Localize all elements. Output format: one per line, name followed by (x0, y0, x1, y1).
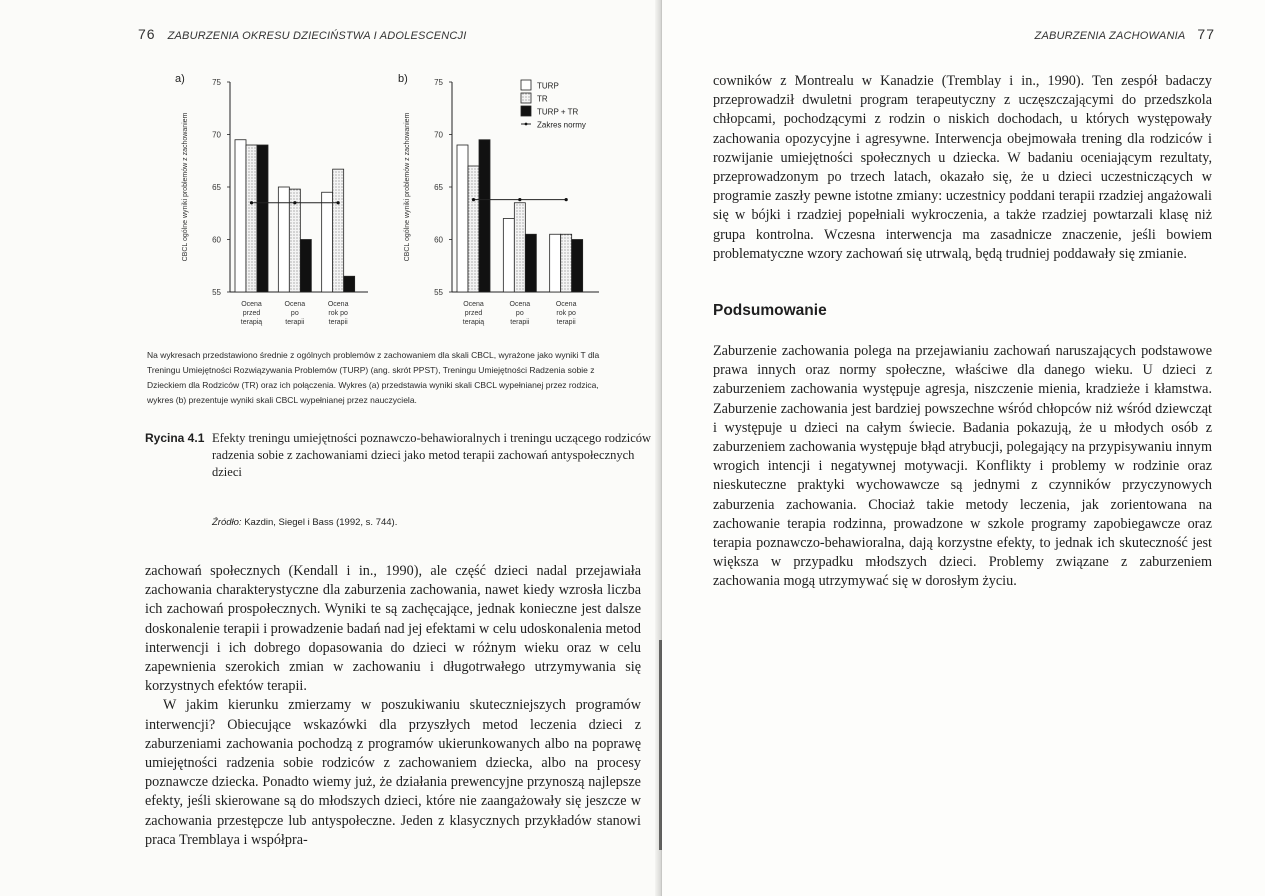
y-axis-label: CBCL ogólne wyniki problemów z zachowaniem (182, 112, 189, 262)
y-tick-label: 75 (434, 78, 443, 87)
x-tick-label: przed (464, 310, 483, 317)
right-paragraph-2: Zaburzenie zachowania polega na przejawianiu zachowań naruszających podstawowe prawa innych oraz normy społeczne, właściwe dla danego wieku. U dzieci z zaburzeniem zachowania występuje agresja, niszczenie mienia, kradzieże i kłamstwa. Zaburzenie zachowania jest bardziej powszechne wśród chłopców niż wśród dziewcząt i występuje u dzieci na całym świecie. Badania pokazują, że u młodych osób z zaburzeniem zachowania występuje błąd atrybucji, polegający na przypisywaniu innym wrogich intencji i negatywnej motywacji. Konflikty i problemy w rodzinie oraz nieskuteczne praktyki wychowawcze są jednymi z czynników przyczynowych zaburzenia zachowania. Chociaż takie metody leczenia, jak zorientowana na zachowanie terapia rodzinna, prowadzone w szkole programy zapobiegawcze oraz terapia poznawczo-behawioralna, dają korzystne efekty, to jednak ich skuteczność jest większa w przypadku młodszych dzieci. Problemy związane z zaburzeniem zachowania mogą utrzymywać się w dorosłym życiu. (713, 343, 1212, 590)
chart-a-svg (170, 72, 385, 337)
norm-range-point (565, 198, 568, 201)
x-tick-label: rok po (556, 310, 576, 317)
chart-panel-label: a) (175, 73, 185, 85)
y-tick-label: 60 (434, 235, 443, 245)
bar-tr (561, 234, 572, 292)
bar-turp-tr (344, 276, 355, 292)
y-tick-label: 65 (434, 183, 443, 192)
bar-turp (457, 145, 468, 292)
bar-turp-tr (479, 140, 490, 292)
figure-note: Na wykresach przedstawiono średnie z ogólnych problemów z zachowaniem dla skali CBCL, wyrażone jako wyniki T dla Treningu Umiejętności Rozwiązywania Problemów (TURP) (ang. skrót PPST), Treningu Umiejętności Radzenia sobie z Dzieckiem dla Rodziców (TR) oraz ich połączenia. Wykres (a) przedstawia wyniki skali CBCL wypełnianej przez rodzica, wykres (b) prezentuje wyniki skali CBCL wypełnianej przez nauczyciela. (147, 350, 600, 405)
bar-turp (322, 192, 333, 292)
x-tick-label: Ocena (241, 301, 262, 308)
x-tick-label: po (515, 310, 524, 317)
chart-panel-label: b) (398, 73, 408, 85)
legend-swatch (521, 80, 531, 90)
bar-tr (514, 203, 525, 292)
right-paragraph-1: cowników z Montrealu w Kanadzie (Tremblay i in., 1990). Ten zespół badaczy przeprowadził dwuletni program terapeutyczny z uczęszczającymi do przedszkola chłopcami, pochodzącymi z rodzin o niskich dochodach, u których występowały zachowania opozycyjne i agresywne. Interwencja obejmowała trening dla rodziców i rozwijanie umiejętności społecznych u dziecka. W badaniu oceniającym rezultaty, przeprowadzonym po trzech latach, okazało się, że u dzieci uczestniczących w programie zaszły pewne istotne zmiany: uczestnicy poddani terapii rzadziej angażowali się w bójki i rzadziej popełniali wykroczenia, a także rzadziej powtarzali klasę niż grupa kontrolna. Wczesna interwencja ma zasadnicze znaczenie, jeśli bowiem problematyczne wzory zachowań się utrwalą, będą trudniej poddawały się zmianie. (713, 73, 1212, 262)
y-tick-label: 65 (212, 183, 221, 192)
legend-label: TURP + TR (537, 107, 579, 117)
x-tick-label: Ocena (284, 301, 306, 308)
x-tick-label: terapią (462, 319, 485, 326)
figure-source (212, 514, 397, 531)
x-tick-label: terapii (510, 319, 530, 326)
bar-turp (550, 234, 561, 292)
bar-turp-tr (525, 234, 536, 292)
figure-label: Rycina 4.1 (145, 431, 205, 445)
legend-norm-dot (525, 123, 528, 126)
left-paragraph-2: W jakim kierunku zmierzamy w poszukiwaniu skuteczniejszych programów interwencji? Obiecujące wskazówki dla przyszłych metod leczenia dzieci z zaburzeniami zachowania pochodzą z programów ukierunkowanych albo na poprawę umiejętności radzenia sobie rodziców z zachowaniem dziecka, albo na procesy poznawcze dziecka. Ponadto wiemy już, że działania prewencyjne przynoszą najlepsze efekty, jeśli skierowane są do młodszych dzieci, które nie zaangażowały się jeszcze w zachowania przestępcze lub antyspołeczne. Jeden z klasycznych przykładów stanowi praca Tremblaya i współpra- (145, 697, 641, 848)
bar-turp-tr (257, 145, 268, 292)
x-tick-label: Ocena (463, 301, 484, 308)
legend-label: Zakres normy (537, 120, 586, 130)
figure-source-text: Kazdin, Siegel i Bass (1992, s. 744). (244, 517, 398, 528)
x-tick-label: przed (242, 310, 261, 317)
x-tick-label: po (290, 310, 299, 317)
right-body-text-2 (713, 342, 1212, 592)
norm-range-point (293, 201, 296, 204)
x-tick-label: rok po (328, 310, 348, 317)
figure-source-label: Źródło: (212, 517, 242, 528)
x-tick-label: Ocena (327, 301, 349, 308)
bar-turp (503, 219, 514, 293)
right-folio: 77 (1197, 26, 1215, 42)
right-body-text-1 (713, 72, 1212, 264)
left-body-text (145, 562, 641, 850)
norm-range-point (337, 201, 340, 204)
x-tick-label: terapii (285, 319, 305, 326)
y-axis-label: CBCL ogólne wyniki problemów z zachowaniem (404, 112, 411, 262)
left-folio: 76 (138, 26, 156, 42)
y-tick-label: 70 (212, 130, 221, 140)
bar-turp-tr (300, 240, 311, 293)
chart-b-svg (393, 72, 615, 337)
bar-turp-tr (572, 240, 583, 293)
x-tick-label: Ocena (509, 301, 531, 308)
right-running-head-title: ZABURZENIA ZACHOWANIA (1034, 30, 1186, 42)
bar-tr (468, 166, 479, 292)
right-running-head (1035, 26, 1215, 42)
norm-range-point (250, 201, 253, 204)
figure-caption-text: Efekty treningu umiejętności poznawczo-behawioralnych i treningu uczącego rodziców radzenia sobie z zachowaniami dzieci jako metod terapii zachowań antyspołecznych dzieci (212, 431, 652, 479)
x-tick-label: terapii (328, 319, 348, 326)
legend-label: TURP (537, 81, 559, 91)
legend-label: TR (537, 94, 548, 104)
legend-swatch (521, 106, 531, 116)
legend-swatch (521, 93, 531, 103)
left-running-head (138, 26, 467, 42)
norm-range-point (472, 198, 475, 201)
left-paragraph-1: zachowań społecznych (Kendall i in., 1990), ale część dzieci nadal przejawiała zachowania charakterystyczne dla zaburzenia zachowania, nawet kiedy wzrosła liczba ich zachowań prospołecznych. Wyniki te są zachęcające, jednak konieczne jest dalsze doskonalenie terapii i prowadzenie badań nad jej efektami w celu udoskonalenia metod interwencji i ich dobrego dopasowania do dzieci w różnym wieku oraz w celu zapewnienia szerokich zmian w zachowaniu i długotrwałego utrzymywania się korzystnych efektów terapii. (145, 563, 641, 695)
y-tick-label: 55 (434, 288, 443, 297)
section-title: Podsumowanie (713, 302, 827, 319)
bar-tr (333, 169, 344, 292)
y-tick-label: 75 (212, 78, 221, 87)
bar-tr (289, 189, 300, 292)
bar-turp (235, 140, 246, 292)
chart-a (170, 72, 385, 342)
y-tick-label: 55 (212, 288, 221, 297)
x-tick-label: terapii (556, 319, 576, 326)
x-tick-label: Ocena (555, 301, 577, 308)
left-running-head-title: ZABURZENIA OKRESU DZIECIŃSTWA I ADOLESCENCJI (167, 30, 467, 42)
y-tick-label: 70 (434, 130, 443, 140)
norm-range-point (518, 198, 521, 201)
y-tick-label: 60 (212, 235, 221, 245)
chart-b (393, 72, 615, 342)
x-tick-label: terapią (240, 319, 263, 326)
bar-tr (246, 145, 257, 292)
